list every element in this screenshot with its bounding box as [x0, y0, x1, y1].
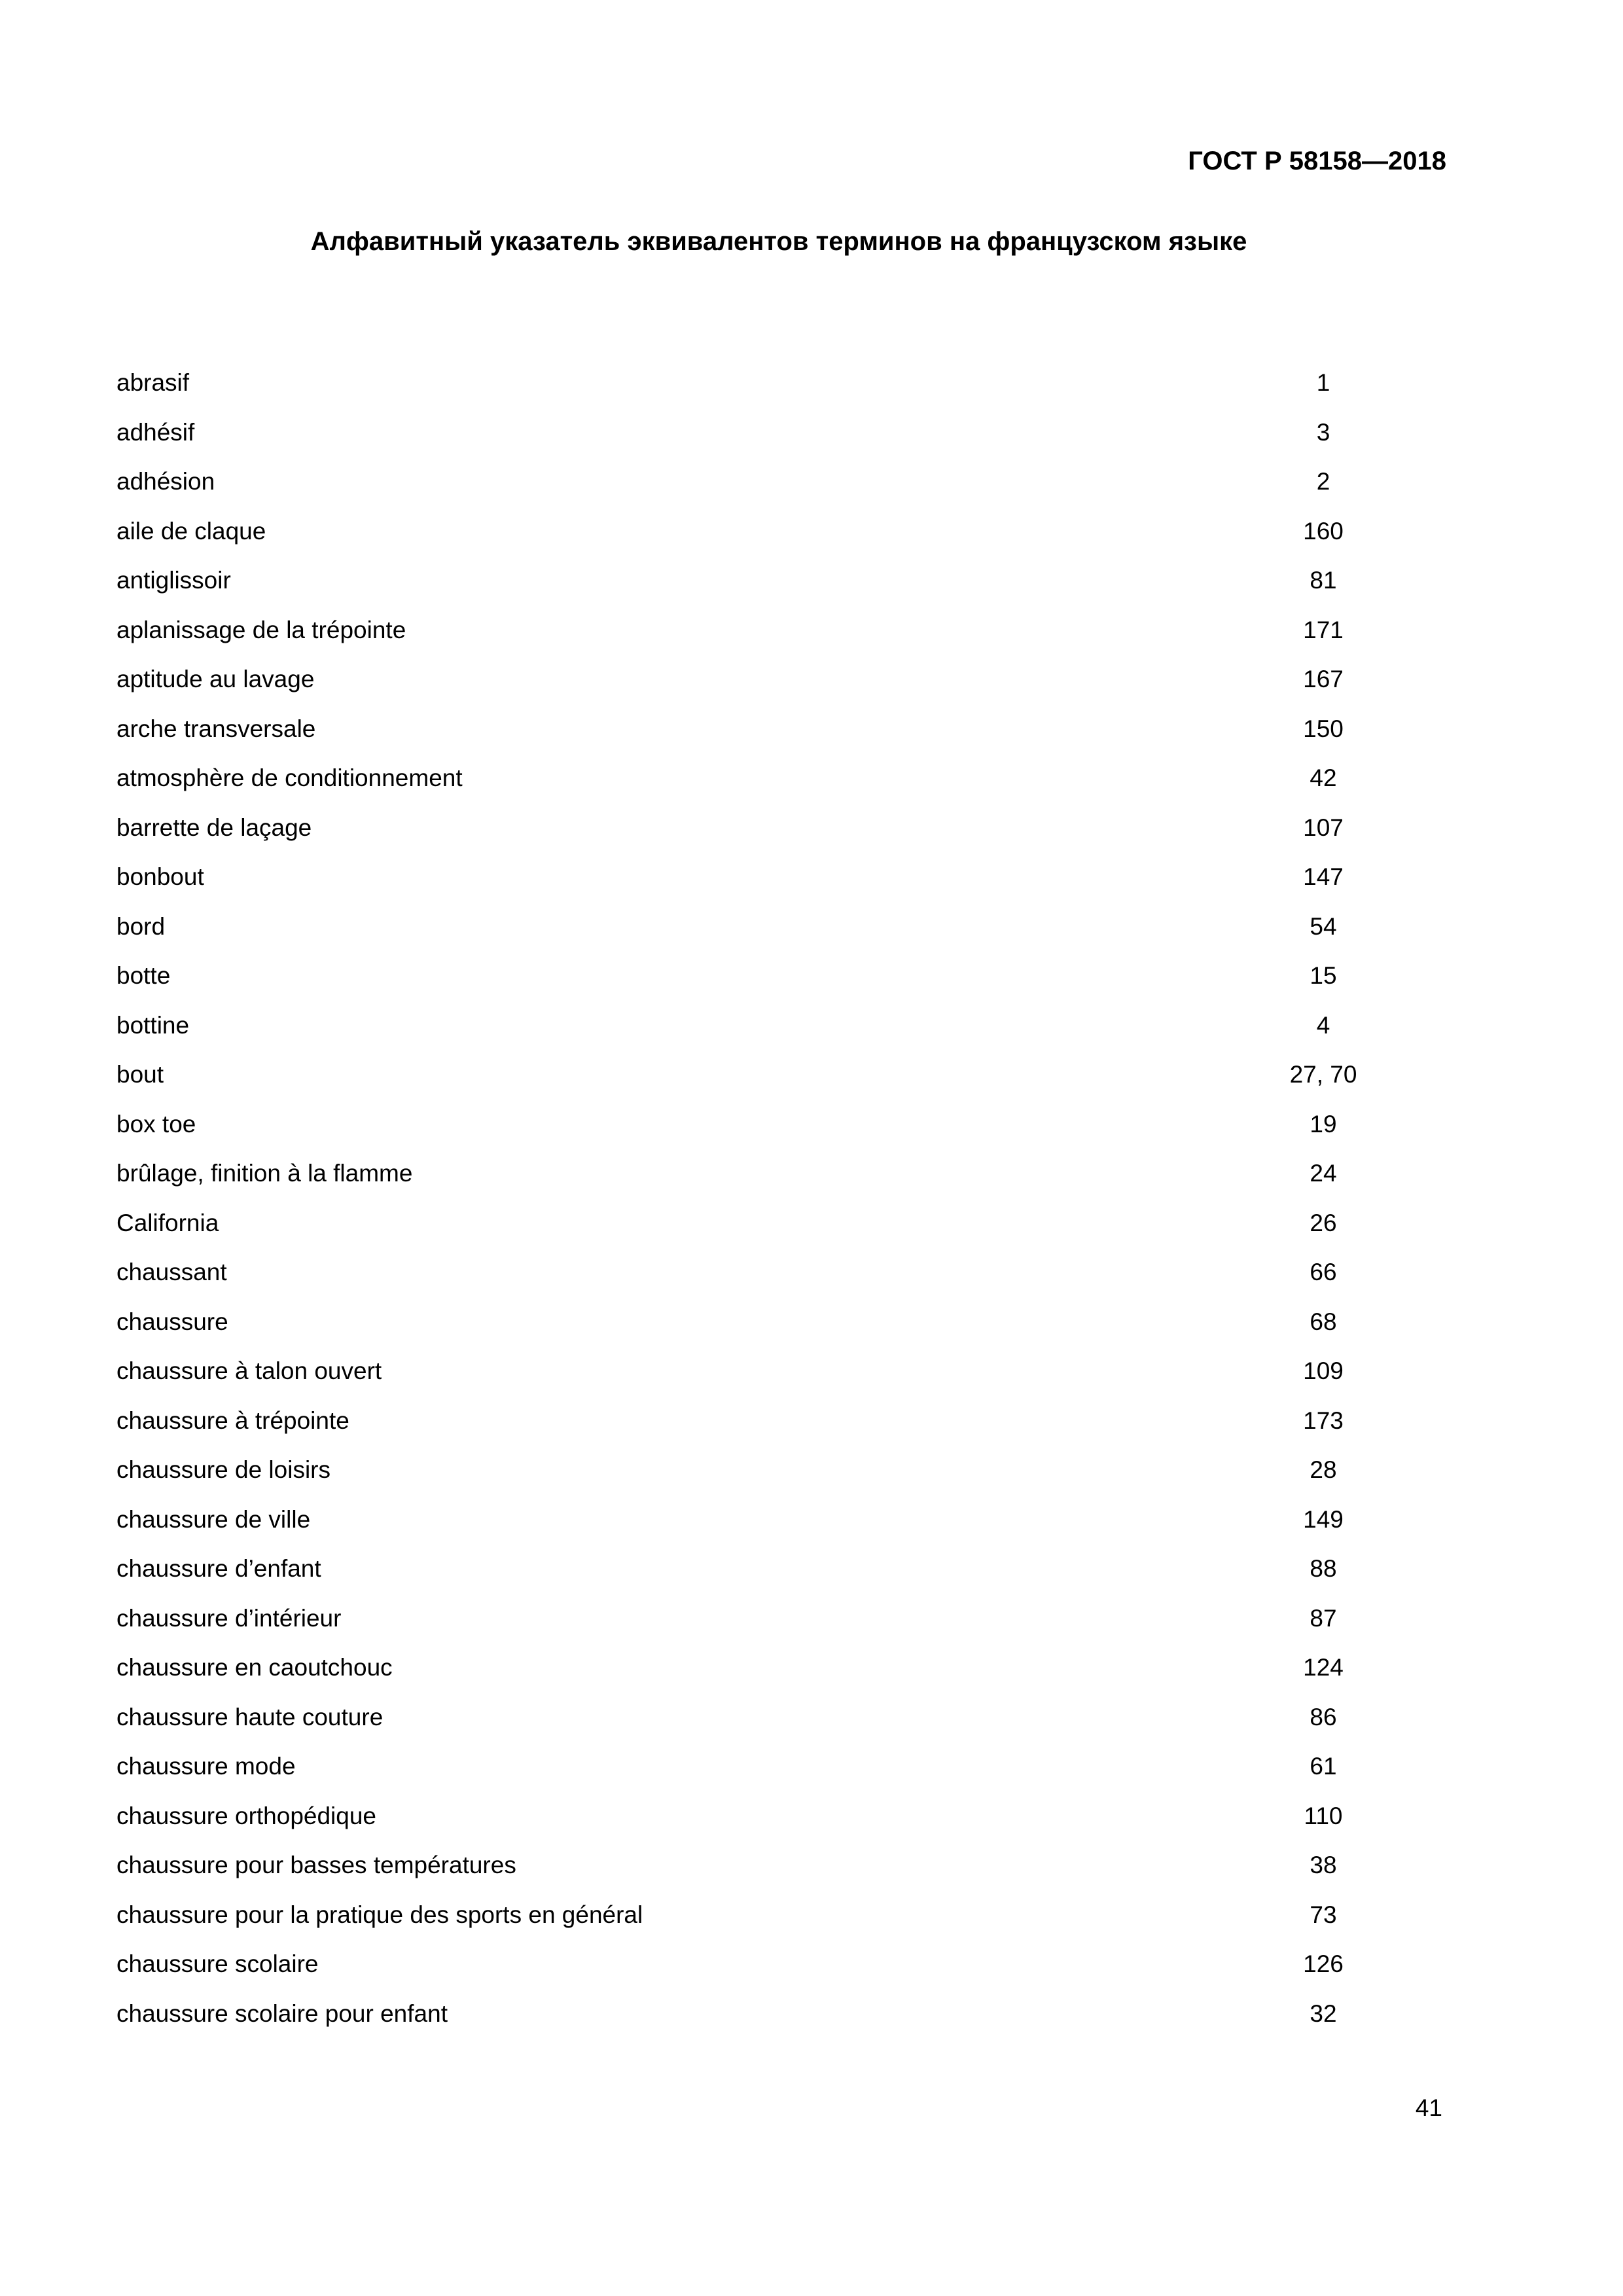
index-reference: 32 [1310, 2000, 1337, 2027]
index-row [0, 1952, 1623, 2001]
index-row [0, 1655, 1623, 1705]
index-reference: 109 [1303, 1357, 1344, 1384]
index-row [0, 717, 1623, 766]
index-row [0, 816, 1623, 865]
index-term: bord [116, 912, 166, 940]
index-row [0, 2001, 1623, 2051]
index-term: bonbout [116, 863, 204, 890]
index-row [0, 568, 1623, 618]
index-term: chaussure haute couture [116, 1703, 383, 1731]
index-row [0, 1062, 1623, 1112]
page-number: 41 [1415, 2094, 1442, 2121]
index-row [0, 1260, 1623, 1310]
index-term: aptitude au lavage [116, 666, 315, 692]
index-row [0, 519, 1623, 569]
index-row [0, 1853, 1623, 1903]
index-term: chaussure d’intérieur [116, 1604, 342, 1632]
index-term: barrette de laçage [116, 814, 312, 841]
index-reference: 15 [1310, 962, 1337, 989]
index-row [0, 1804, 1623, 1854]
index-reference: 124 [1303, 1654, 1344, 1681]
index-row [0, 766, 1623, 816]
index-term: chaussure pour basses températures [116, 1852, 516, 1878]
index-row [0, 914, 1623, 964]
index-row [0, 1606, 1623, 1656]
index-row [0, 865, 1623, 914]
index-term: chaussure de ville [116, 1505, 311, 1533]
index-reference: 173 [1303, 1407, 1344, 1434]
index-term: atmosphère de conditionnement [116, 764, 463, 791]
index-term: abrasif [116, 369, 190, 396]
index-term: chaussure orthopédique [116, 1802, 377, 1829]
index-term: adhésion [116, 468, 215, 495]
index-term: chaussure [116, 1308, 228, 1335]
index-row [0, 667, 1623, 717]
index-reference: 167 [1303, 666, 1344, 692]
index-reference: 81 [1310, 567, 1337, 594]
index-term: California [116, 1209, 219, 1236]
index-row [0, 1458, 1623, 1507]
index-reference: 26 [1310, 1209, 1337, 1236]
index-row [0, 1408, 1623, 1458]
index-reference: 149 [1303, 1505, 1344, 1533]
index-reference: 147 [1303, 863, 1344, 890]
index-term: chaussure à talon ouvert [116, 1357, 382, 1384]
index-row [0, 963, 1623, 1013]
page-title: Алфавитный указатель эквивалентов терминов на французском языке [310, 227, 1247, 256]
index-row [0, 420, 1623, 470]
index-term: aplanissage de la trépointe [116, 616, 406, 643]
index-reference: 24 [1310, 1160, 1337, 1187]
index-term: bottine [116, 1011, 190, 1039]
index-row [0, 1903, 1623, 1952]
index-term: chaussure de loisirs [116, 1456, 330, 1483]
index-term: chaussure en caoutchouc [116, 1654, 393, 1681]
index-reference: 110 [1304, 1802, 1343, 1829]
document-code: ГОСТ Р 58158—2018 [1188, 147, 1446, 175]
index-term: chaussant [116, 1259, 227, 1285]
index-reference: 38 [1310, 1852, 1337, 1878]
index-reference: 107 [1303, 814, 1344, 841]
index-row [0, 1705, 1623, 1755]
index-reference: 86 [1310, 1703, 1337, 1731]
index-row [0, 1112, 1623, 1162]
index-row [0, 1211, 1623, 1261]
index-term: botte [116, 962, 171, 989]
index-reference: 88 [1310, 1555, 1337, 1582]
index-reference: 54 [1310, 912, 1337, 940]
index-reference: 150 [1303, 715, 1344, 742]
index-row [0, 1310, 1623, 1359]
index-term: arche transversale [116, 715, 316, 742]
index-reference: 73 [1310, 1901, 1337, 1928]
index-reference: 2 [1316, 468, 1330, 495]
index-row [0, 1556, 1623, 1606]
index-reference: 1 [1316, 369, 1330, 396]
index-reference: 4 [1316, 1011, 1330, 1039]
index-row [0, 1507, 1623, 1557]
index-reference: 68 [1310, 1308, 1337, 1335]
index-reference: 19 [1310, 1110, 1337, 1138]
index-row [0, 370, 1623, 420]
index-term: bout [116, 1061, 164, 1088]
index-term: chaussure scolaire [116, 1950, 319, 1977]
index-reference: 126 [1303, 1950, 1344, 1977]
index-reference: 171 [1303, 616, 1344, 643]
index-row [0, 1359, 1623, 1408]
index-row [0, 469, 1623, 519]
index-reference: 27, 70 [1289, 1061, 1357, 1088]
index-term: antiglissoir [116, 567, 231, 594]
index-reference: 42 [1310, 764, 1337, 791]
index-term: chaussure pour la pratique des sports en général [116, 1901, 643, 1928]
index-term: adhésif [116, 418, 195, 446]
index-term: brûlage, finition à la flamme [116, 1160, 413, 1187]
index-term: chaussure scolaire pour enfant [116, 2000, 448, 2027]
index-row [0, 1754, 1623, 1804]
index-term: chaussure mode [116, 1753, 296, 1780]
index-term: box toe [116, 1110, 196, 1138]
index-reference: 3 [1316, 418, 1330, 446]
index-term: chaussure d’enfant [116, 1555, 321, 1582]
index-reference: 28 [1310, 1456, 1337, 1483]
index-row [0, 1013, 1623, 1063]
index-list [0, 370, 1623, 2051]
index-reference: 66 [1310, 1259, 1337, 1285]
index-term: chaussure à trépointe [116, 1407, 349, 1434]
index-row [0, 618, 1623, 668]
index-term: aile de claque [116, 517, 266, 545]
index-reference: 61 [1310, 1753, 1337, 1780]
index-reference: 160 [1303, 517, 1344, 545]
index-reference: 87 [1310, 1604, 1337, 1632]
index-row [0, 1161, 1623, 1211]
